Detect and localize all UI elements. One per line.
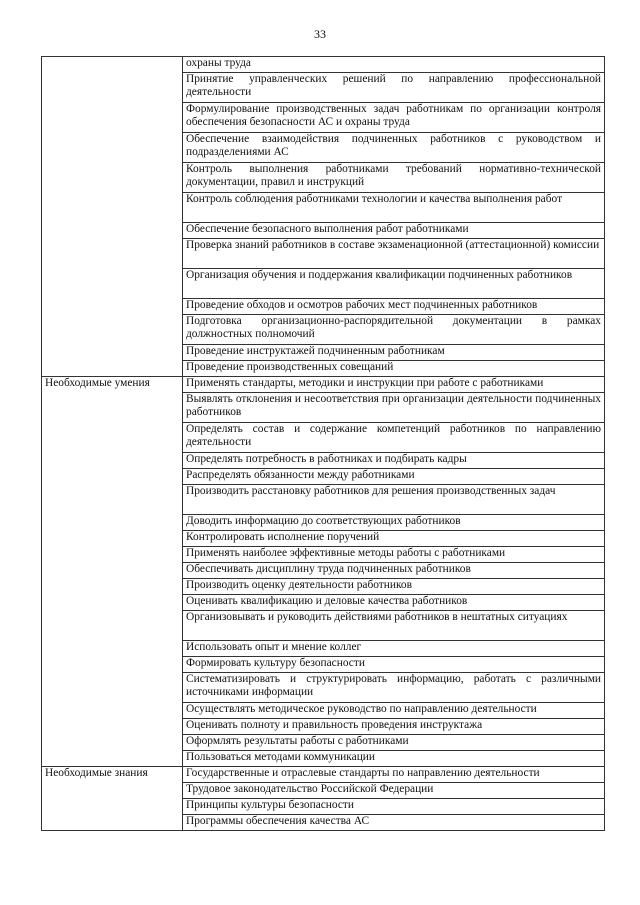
list-item: Организовывать и руководить действиями работников в нештатных ситуациях [183, 611, 605, 641]
list-item: Оценивать полноту и правильность проведения инструктажа [183, 719, 605, 735]
list-item: Контроль соблюдения работниками технологии и качества выполнения работ [183, 193, 605, 223]
list-item: Производить оценку деятельности работников [183, 579, 605, 595]
list-item: Формулирование производственных задач работникам по организации контроля обеспечения безопасности АС и охраны труда [183, 103, 605, 133]
list-item: Использовать опыт и мнение коллег [183, 641, 605, 657]
list-item: Систематизировать и структурировать информацию, работать с различными источниками информации [183, 673, 605, 703]
list-item: Обеспечивать дисциплину труда подчиненных работников [183, 563, 605, 579]
section-label [42, 57, 183, 377]
list-item: Принципы культуры безопасности [183, 799, 605, 815]
list-item: Производить расстановку работников для решения производственных задач [183, 485, 605, 515]
table-row [42, 767, 605, 783]
list-item: Проверка знаний работников в составе экзаменационной (аттестационной) комиссии [183, 239, 605, 269]
list-item: Трудовое законодательство Российской Федерации [183, 783, 605, 799]
section-label-knowledge: Необходимые знания [42, 767, 183, 831]
list-item: Программы обеспечения качества АС [183, 815, 605, 831]
list-item: Проведение инструктажей подчиненным работникам [183, 345, 605, 361]
list-item: Оценивать квалификацию и деловые качества работников [183, 595, 605, 611]
list-item: Проведение обходов и осмотров рабочих мест подчиненных работников [183, 299, 605, 315]
list-item: Формировать культуру безопасности [183, 657, 605, 673]
list-item: Применять наиболее эффективные методы работы с работниками [183, 547, 605, 563]
list-item: Организация обучения и поддержания квалификации подчиненных работников [183, 269, 605, 299]
list-item: Определять состав и содержание компетенций работников по направлению деятельности [183, 423, 605, 453]
list-item: Проведение производственных совещаний [183, 361, 605, 377]
list-item: Принятие управленческих решений по направлению профессиональной деятельности [183, 73, 605, 103]
table-row [42, 57, 605, 73]
table-row [42, 377, 605, 393]
list-item: Осуществлять методическое руководство по направлению деятельности [183, 703, 605, 719]
section-label-skills: Необходимые умения [42, 377, 183, 767]
list-item: Определять потребность в работниках и подбирать кадры [183, 453, 605, 469]
list-item: Доводить информацию до соответствующих работников [183, 515, 605, 531]
list-item: Контроль выполнения работниками требований нормативно-технической документации, правил и инструкций [183, 163, 605, 193]
list-item: Контролировать исполнение поручений [183, 531, 605, 547]
competency-table [41, 56, 605, 831]
page-number: 33 [314, 27, 326, 41]
list-item: Выявлять отклонения и несоответствия при организации деятельности подчиненных работников [183, 393, 605, 423]
list-item: Распределять обязанности между работниками [183, 469, 605, 485]
list-item: Обеспечение безопасного выполнения работ работниками [183, 223, 605, 239]
list-item: Применять стандарты, методики и инструкции при работе с работниками [183, 377, 605, 393]
list-item: Оформлять результаты работы с работниками [183, 735, 605, 751]
list-item: Подготовка организационно-распорядительной документации в рамках должностных полномочий [183, 315, 605, 345]
list-item: Пользоваться методами коммуникации [183, 751, 605, 767]
list-item: Государственные и отраслевые стандарты по направлению деятельности [183, 767, 605, 783]
list-item: охраны труда [183, 57, 605, 73]
list-item: Обеспечение взаимодействия подчиненных работников с руководством и подразделениями АС [183, 133, 605, 163]
